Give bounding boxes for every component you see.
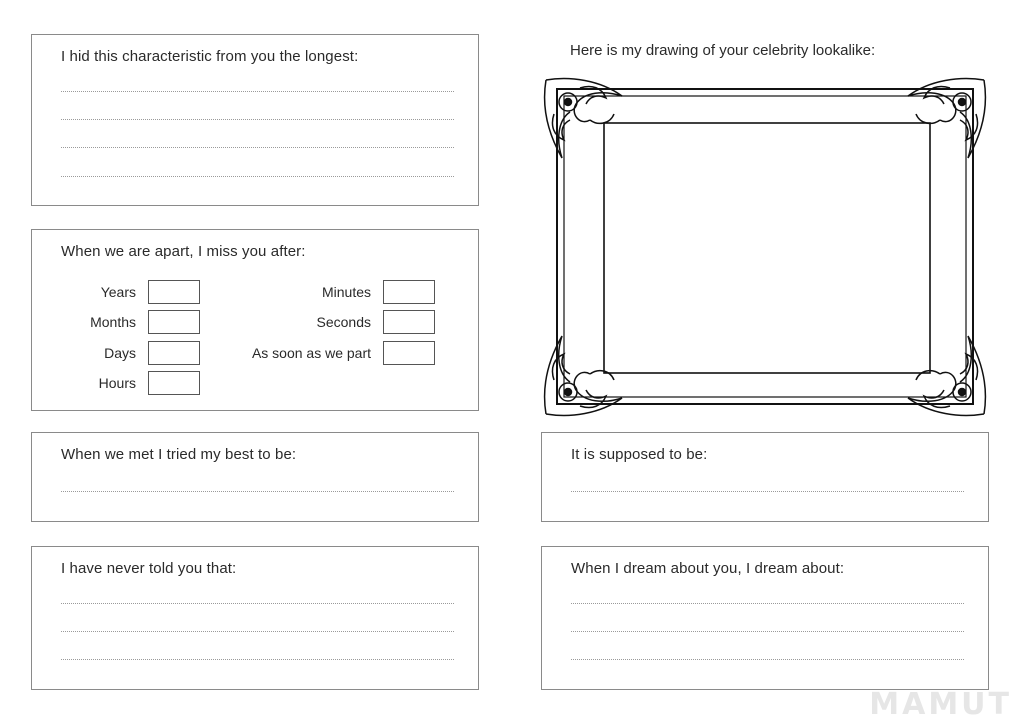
- answer-line-1[interactable]: [571, 603, 964, 604]
- dream-prompt: When I dream about you, I dream about:: [571, 560, 845, 577]
- option-as-soon-label: As soon as we part: [251, 345, 371, 361]
- option-days-checkbox[interactable]: [148, 341, 200, 365]
- never-told-prompt: I have never told you that:: [61, 560, 237, 577]
- option-seconds-checkbox[interactable]: [383, 310, 435, 334]
- never-told-card: [31, 546, 479, 690]
- option-days-label: Days: [104, 345, 136, 361]
- option-seconds-label: Seconds: [316, 314, 371, 330]
- answer-line-2[interactable]: [61, 119, 454, 120]
- option-years-checkbox[interactable]: [148, 280, 200, 304]
- answer-line-3[interactable]: [61, 147, 454, 148]
- answer-line-1[interactable]: [61, 491, 454, 492]
- miss-you-prompt: When we are apart, I miss you after:: [61, 243, 306, 260]
- drawing-prompt: Here is my drawing of your celebrity lookalike:: [570, 42, 876, 59]
- miss-you-card: [31, 229, 479, 411]
- answer-line-2[interactable]: [571, 631, 964, 632]
- supposed-card: [541, 432, 989, 522]
- characteristic-prompt: I hid this characteristic from you the longest:: [61, 48, 359, 65]
- answer-line-1[interactable]: [61, 603, 454, 604]
- supposed-prompt: It is supposed to be:: [571, 446, 708, 463]
- answer-line-3[interactable]: [61, 659, 454, 660]
- option-months-checkbox[interactable]: [148, 310, 200, 334]
- met-prompt: When we met I tried my best to be:: [61, 446, 297, 463]
- answer-line-2[interactable]: [61, 631, 454, 632]
- drawing-area[interactable]: [604, 123, 930, 373]
- option-hours-checkbox[interactable]: [148, 371, 200, 395]
- ornate-frame: [540, 74, 990, 420]
- option-minutes-checkbox[interactable]: [383, 280, 435, 304]
- answer-line-3[interactable]: [571, 659, 964, 660]
- watermark: MAMUT: [869, 687, 1012, 722]
- met-card: [31, 432, 479, 522]
- characteristic-card: [31, 34, 479, 206]
- option-as-soon-checkbox[interactable]: [383, 341, 435, 365]
- answer-line-1[interactable]: [61, 91, 454, 92]
- option-hours-label: Hours: [98, 375, 136, 391]
- option-years-label: Years: [100, 284, 136, 300]
- answer-line-4[interactable]: [61, 176, 454, 177]
- option-months-label: Months: [90, 314, 136, 330]
- dream-card: [541, 546, 989, 690]
- option-minutes-label: Minutes: [321, 284, 371, 300]
- answer-line-1[interactable]: [571, 491, 964, 492]
